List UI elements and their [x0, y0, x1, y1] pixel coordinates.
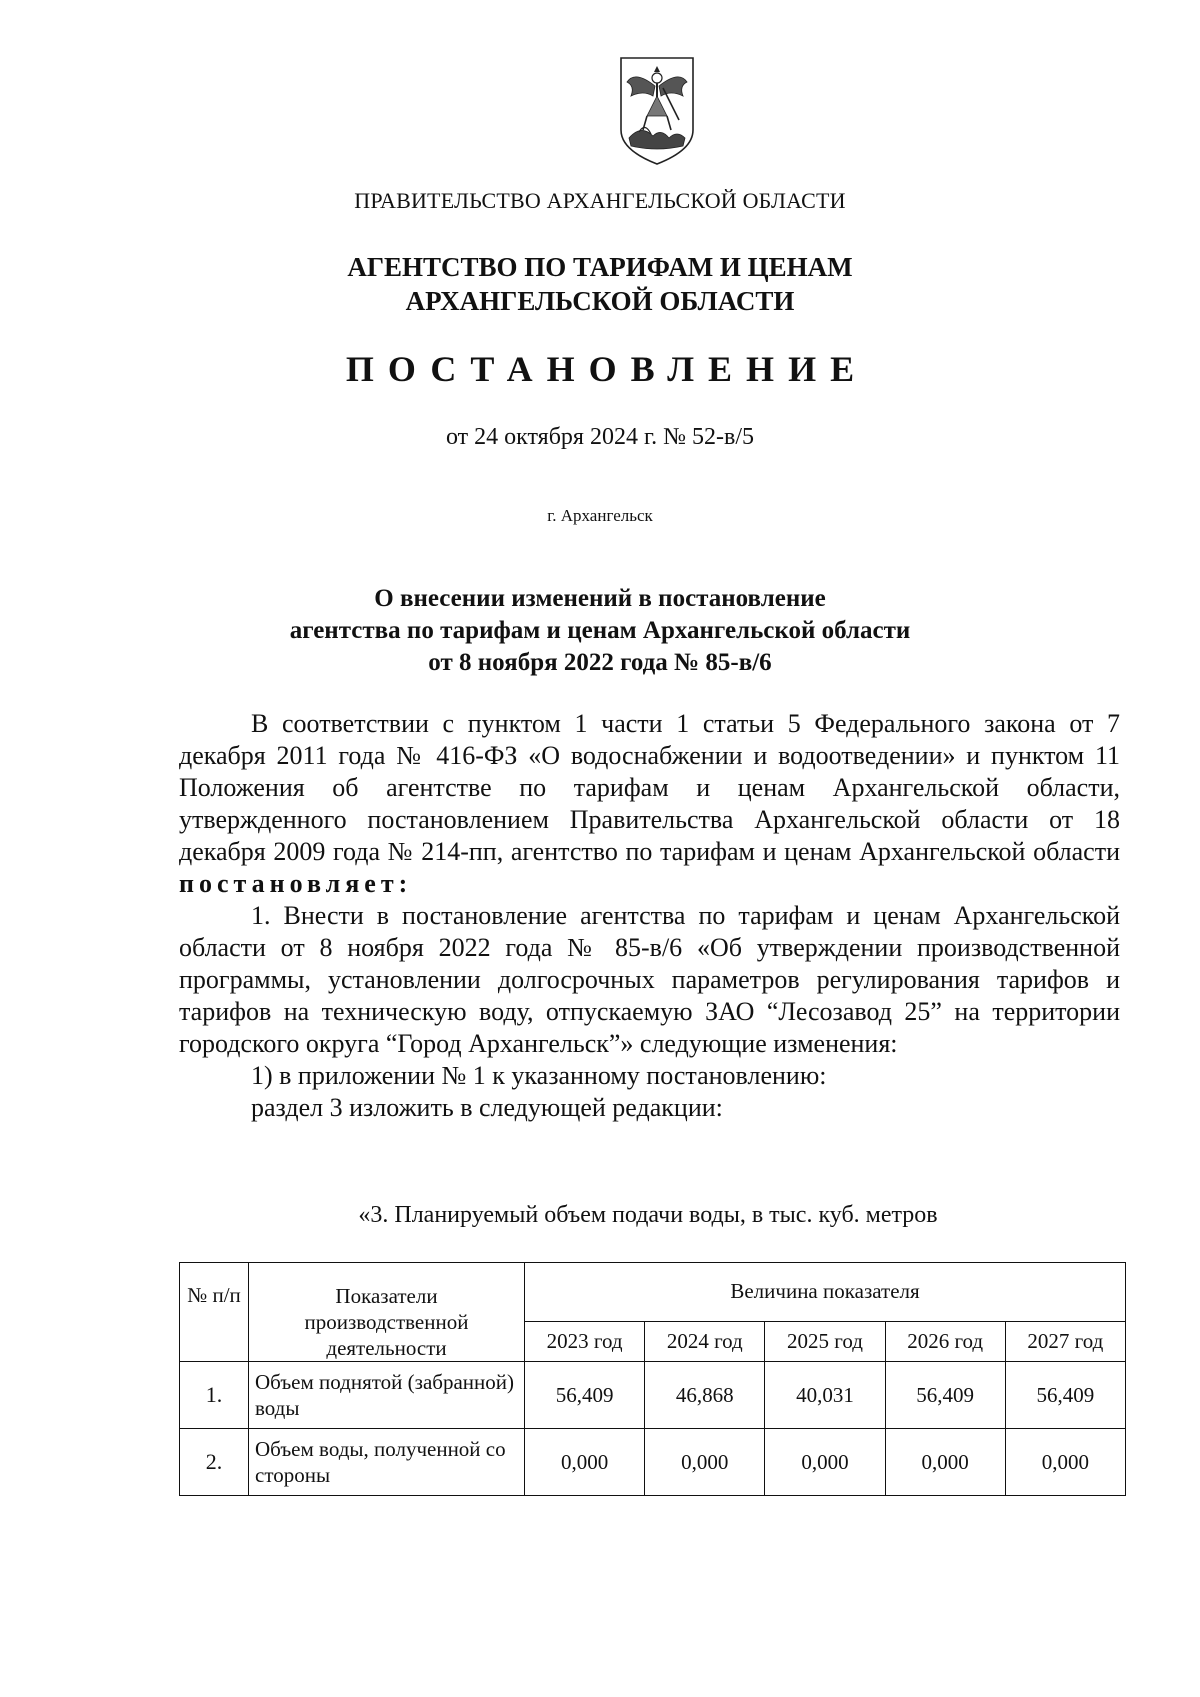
- column-header-year: 2027 год: [1005, 1321, 1125, 1361]
- water-supply-table: [179, 1262, 1126, 1496]
- subject-line3: от 8 ноября 2022 года № 85-в/6: [428, 649, 772, 676]
- document-type: ПОСТАНОВЛЕНИЕ: [345, 349, 869, 389]
- document-city: г. Архангельск: [547, 506, 653, 525]
- row-indicator: Объем поднятой (забранной) воды: [249, 1362, 525, 1429]
- row-number: 2.: [180, 1429, 249, 1496]
- government-title: ПРАВИТЕЛЬСТВО АРХАНГЕЛЬСКОЙ ОБЛАСТИ: [354, 188, 846, 213]
- column-header-indicator: Показатели производственной деятельности: [249, 1263, 525, 1362]
- subject-line2: агентства по тарифам и ценам Архангельской области: [289, 617, 911, 644]
- table-header-row: [180, 1263, 1126, 1322]
- row-number: 1.: [180, 1362, 249, 1429]
- agency-title-line2: АРХАНГЕЛЬСКОЙ ОБЛАСТИ: [405, 286, 795, 316]
- row-value: 0,000: [645, 1429, 765, 1496]
- subject-line1: О внесении изменений в постановление: [374, 585, 826, 612]
- preamble-text: В соответствии с пунктом 1 части 1 статьи 5 Федерального закона от 7 декабря 2011 года № 416-ФЗ «О водоснабжении и водоотведении» и пунктом 11 Положения об агентстве по тарифам и ценам Архангельской области, утвержденного постановлением Правительства Архангельской области от 18 декабря 2009 года № 214-пп, агентство по тарифам и ценам Архангельской области: [179, 709, 1120, 866]
- document-subject: [0, 583, 1200, 679]
- preamble-paragraph: [179, 708, 1120, 900]
- column-header-year: 2026 год: [885, 1321, 1005, 1361]
- column-header-year: 2023 год: [525, 1321, 645, 1361]
- column-header-value-group: Величина показателя: [525, 1263, 1126, 1322]
- column-header-year: 2024 год: [645, 1321, 765, 1361]
- row-value: 56,409: [885, 1362, 1005, 1429]
- row-value: 0,000: [765, 1429, 885, 1496]
- row-value: 0,000: [1005, 1429, 1125, 1496]
- document-date-number: от 24 октября 2024 г. № 52-в/5: [445, 424, 754, 450]
- row-value: 56,409: [525, 1362, 645, 1429]
- agency-title: [0, 250, 1200, 318]
- table-row: [180, 1429, 1126, 1496]
- agency-title-line1: АГЕНТСТВО ПО ТАРИФАМ И ЦЕНАМ: [347, 252, 853, 282]
- subitem-1: 1) в приложении № 1 к указанному постановлению:: [251, 1061, 827, 1090]
- document-body: [179, 708, 1120, 1124]
- row-value: 0,000: [525, 1429, 645, 1496]
- row-value: 56,409: [1005, 1362, 1125, 1429]
- column-header-year: 2025 год: [765, 1321, 885, 1361]
- row-value: 46,868: [645, 1362, 765, 1429]
- subitem-1-text: раздел 3 изложить в следующей редакции:: [251, 1093, 723, 1122]
- column-header-number: № п/п: [180, 1263, 249, 1362]
- table-title: «3. Планируемый объем подачи воды, в тыс. куб. метров: [358, 1202, 938, 1228]
- resolves-word: постановляет:: [179, 869, 413, 898]
- row-value: 40,031: [765, 1362, 885, 1429]
- row-value: 0,000: [885, 1429, 1005, 1496]
- coat-of-arms-emblem: [617, 52, 697, 170]
- row-indicator: Объем воды, полученной со стороны: [249, 1429, 525, 1496]
- table-row: [180, 1362, 1126, 1429]
- item-1-paragraph: 1. Внести в постановление агентства по тарифам и ценам Архангельской области от 8 ноября 2022 года № 85-в/6 «Об утверждении производственной программы, установлении долгосрочных параметров регулирования тарифов и тарифов на техническую воду, отпускаемую ЗАО “Лесозавод 25” на территории городского округа “Город Архангельск”» следующие изменения:: [179, 901, 1120, 1058]
